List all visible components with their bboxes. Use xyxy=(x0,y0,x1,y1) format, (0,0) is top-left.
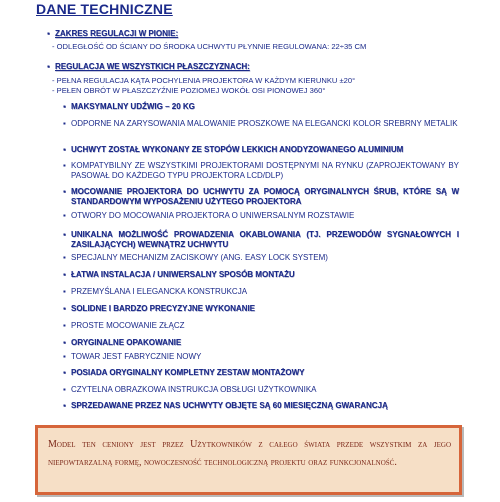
feature-text: UNIKALNA MOŻLIWOŚĆ PROWADZENIA OKABLOWANIA (TJ. PRZEWODÓW SYGNAŁOWYCH I ZASILAJĄCYCH) WEWNĄTRZ UCHWYTU xyxy=(71,230,459,249)
section-heading-planes xyxy=(47,62,250,71)
notice-box xyxy=(35,425,462,495)
feature-text: SPECJALNY MECHANIZM ZACISKOWY (ANG. EASY LOCK SYSTEM) xyxy=(71,253,328,262)
feature-item xyxy=(63,321,459,331)
bullet-icon: ▪ xyxy=(63,304,66,313)
feature-item xyxy=(63,211,459,221)
feature-text: KOMPATYBILNY ZE WSZYSTKIMI PROJEKTORAMI DOSTĘPNYMI NA RYNKU (ZAPROJEKTOWANY BY PASOWAŁ DO KAŻDEGO TYPU PROJEKTORA LCD/DLP) xyxy=(71,161,459,180)
feature-text: ODPORNE NA ZARYSOWANIA MALOWANIE PROSZKOWE NA ELEGANCKI KOLOR SREBRNY METALIK xyxy=(71,119,458,128)
feature-text: TOWAR JEST FABRYCZNIE NOWY xyxy=(71,352,202,361)
feature-text: MAKSYMALNY UDŹWIG – 20 KG xyxy=(71,102,195,111)
page-title: DANE TECHNICZNE xyxy=(36,1,173,17)
feature-text: UCHWYT ZOSTAŁ WYKONANY ZE STOPÓW LEKKICH ANODYZOWANEGO ALUMINIUM xyxy=(71,145,404,154)
bullet-icon: ▪ xyxy=(63,287,66,296)
notice-text: Model ten ceniony jest przez Użytkowników z całego świata przede wszystkim za jego niepowtarzalną formę, nowoczesność technologiczną projektu oraz funkcjonalność. xyxy=(48,439,451,468)
feature-item xyxy=(63,304,459,314)
feature-text: PROSTE MOCOWANIE ZŁĄCZ xyxy=(71,321,185,330)
bullet-icon: ▪ xyxy=(63,119,66,128)
feature-item xyxy=(63,385,459,395)
section-heading-vertical xyxy=(47,29,179,38)
bullet-icon: ▪ xyxy=(63,230,66,239)
spec-line: - ODLEGŁOŚĆ OD ŚCIANY DO ŚRODKA UCHWYTU PŁYNNIE REGULOWANA: 22÷35 CM xyxy=(52,42,367,51)
feature-item xyxy=(63,253,459,263)
bullet-icon: ▪ xyxy=(47,29,50,38)
feature-item xyxy=(63,161,459,180)
feature-text: SOLIDNE I BARDZO PRECYZYJNE WYKONANIE xyxy=(71,304,256,313)
bullet-icon: ▪ xyxy=(63,385,66,394)
bullet-icon: ▪ xyxy=(47,62,50,71)
bullet-icon: ▪ xyxy=(63,102,66,111)
feature-item xyxy=(63,338,459,348)
bullet-icon: ▪ xyxy=(63,401,66,410)
feature-item xyxy=(63,368,459,378)
feature-text: ŁATWA INSTALACJA / UNIWERSALNY SPOSÓB MONTAŻU xyxy=(71,270,295,279)
feature-item xyxy=(63,145,459,155)
spec-line: - PEŁNA REGULACJA KĄTA POCHYLENIA PROJEKTORA W KAŻDYM KIERUNKU ±20° xyxy=(52,76,356,85)
bullet-icon: ▪ xyxy=(63,161,66,170)
bullet-icon: ▪ xyxy=(63,253,66,262)
bullet-icon: ▪ xyxy=(63,270,66,279)
feature-text: SPRZEDAWANE PRZEZ NAS UCHWYTY OBJĘTE SĄ 60 MIESIĘCZNĄ GWARANCJĄ xyxy=(71,401,388,410)
feature-item xyxy=(63,119,459,129)
feature-text: POSIADA ORYGINALNY KOMPLETNY ZESTAW MONTAŻOWY xyxy=(71,368,305,377)
bullet-icon: ▪ xyxy=(63,368,66,377)
feature-text: ORYGINALNE OPAKOWANIE xyxy=(71,338,182,347)
bullet-icon: ▪ xyxy=(63,187,66,196)
feature-text: OTWORY DO MOCOWANIA PROJEKTORA O UNIWERSALNYM ROZSTAWIE xyxy=(71,211,355,220)
feature-item xyxy=(63,187,459,206)
section-heading-text: REGULACJA WE WSZYSTKICH PŁASZCZYZNACH: xyxy=(55,62,250,71)
feature-item xyxy=(63,102,459,112)
bullet-icon: ▪ xyxy=(63,352,66,361)
bullet-icon: ▪ xyxy=(63,211,66,220)
section-heading-text: ZAKRES REGULACJI W PIONIE: xyxy=(55,29,179,38)
feature-text: PRZEMYŚLANA I ELEGANCKA KONSTRUKCJA xyxy=(71,287,248,296)
spec-line: - PEŁEN OBRÓT W PŁASZCZYŹNIE POZIOMEJ WOKÓŁ OSI PIONOWEJ 360° xyxy=(52,86,326,95)
feature-item xyxy=(63,287,459,297)
feature-item xyxy=(63,230,459,249)
feature-text: CZYTELNA OBRAZKOWA INSTRUKCJA OBSŁUGI UŻYTKOWNIKA xyxy=(71,385,317,394)
feature-item xyxy=(63,352,459,362)
feature-item xyxy=(63,270,459,280)
feature-item xyxy=(63,401,459,411)
bullet-icon: ▪ xyxy=(63,321,66,330)
bullet-icon: ▪ xyxy=(63,338,66,347)
bullet-icon: ▪ xyxy=(63,145,66,154)
feature-text: MOCOWANIE PROJEKTORA DO UCHWYTU ZA POMOCĄ ORYGINALNYCH ŚRUB, KTÓRE SĄ W STANDARDOWYM WYPOSAŻENIU UŻYTEGO PROJEKTORA xyxy=(71,187,459,206)
